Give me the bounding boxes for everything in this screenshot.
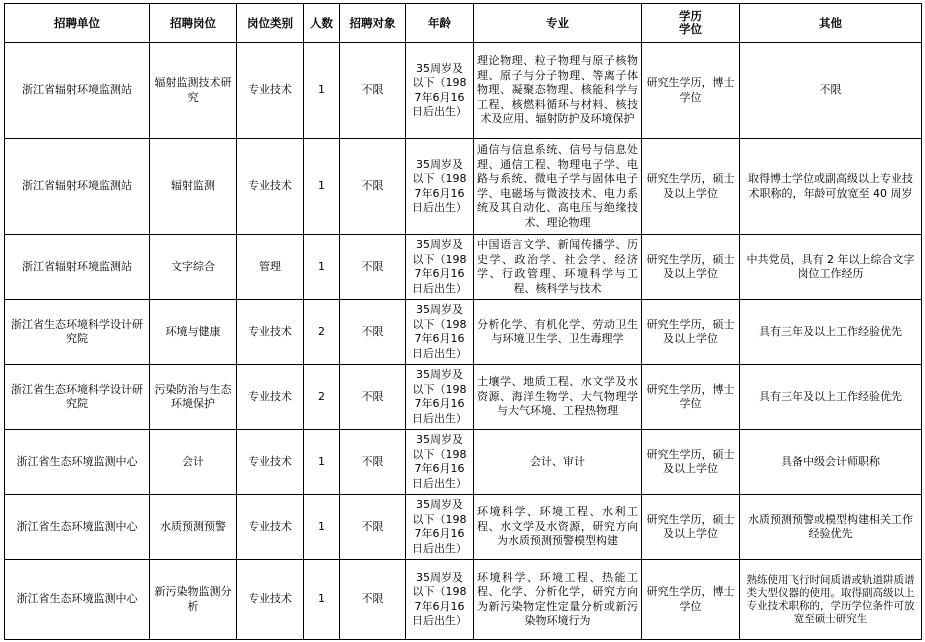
table-row	[5, 235, 922, 300]
cell-age: 35周岁及以下（1987年6月16日后出生）	[406, 365, 474, 430]
header-unit: 招聘单位	[5, 4, 150, 43]
cell-other: 具有三年及以上工作经验优先	[740, 300, 922, 365]
table-row	[5, 43, 922, 139]
cell-other: 中共党员，具有 2 年以上综合文字岗位工作经历	[740, 235, 922, 300]
cell-unit: 浙江省生态环境监测中心	[5, 495, 150, 560]
cell-target: 不限	[340, 560, 406, 640]
cell-position: 环境与健康	[150, 300, 237, 365]
cell-age: 35周岁及以下（1987年6月16日后出生）	[406, 430, 474, 495]
recruitment-table	[4, 3, 922, 640]
cell-unit: 浙江省生态环境监测中心	[5, 560, 150, 640]
cell-unit: 浙江省生态环境科学设计研究院	[5, 300, 150, 365]
cell-unit: 浙江省辐射环境监测站	[5, 139, 150, 235]
cell-target: 不限	[340, 430, 406, 495]
cell-category: 管理	[237, 235, 304, 300]
cell-category: 专业技术	[237, 495, 304, 560]
cell-major: 理论物理、粒子物理与原子核物理、原子与分子物理、等离子体物理、凝聚态物理、核能科学与工程、核燃料循环与材料、核技术及应用、辐射防护及环境保护	[474, 43, 642, 139]
header-degree: 学历 学位	[642, 4, 740, 43]
cell-count: 1	[304, 430, 340, 495]
cell-major: 分析化学、有机化学、劳动卫生与环境卫生学、卫生毒理学	[474, 300, 642, 365]
cell-age: 35周岁及以下（1987年6月16日后出生）	[406, 495, 474, 560]
cell-other: 取得博士学位或副高级以上专业技术职称的，年龄可放宽至 40 周岁	[740, 139, 922, 235]
cell-major: 土壤学、地质工程、水文学及水资源、海洋生物学、大气物理学与大气环境、工程热物理	[474, 365, 642, 430]
cell-unit: 浙江省生态环境科学设计研究院	[5, 365, 150, 430]
cell-major: 中国语言文学、新闻传播学、历史学、政治学、社会学、经济学、行政管理、环境科学与工程、核科学与技术	[474, 235, 642, 300]
table-row	[5, 560, 922, 640]
cell-position: 新污染物监测分析	[150, 560, 237, 640]
cell-major: 环境科学、环境工程、水利工程、水文学及水资源，研究方向为水质预测预警模型构建	[474, 495, 642, 560]
header-other: 其他	[740, 4, 922, 43]
cell-degree: 研究生学历，博士学位	[642, 560, 740, 640]
cell-target: 不限	[340, 300, 406, 365]
table-row	[5, 430, 922, 495]
cell-target: 不限	[340, 365, 406, 430]
cell-target: 不限	[340, 139, 406, 235]
cell-age: 35周岁及以下（1987年6月16日后出生）	[406, 560, 474, 640]
cell-target: 不限	[340, 235, 406, 300]
cell-count: 1	[304, 495, 340, 560]
cell-count: 1	[304, 139, 340, 235]
cell-age: 35周岁及以下（1987年6月16日后出生）	[406, 235, 474, 300]
cell-degree: 研究生学历，硕士及以上学位	[642, 300, 740, 365]
header-position: 招聘岗位	[150, 4, 237, 43]
cell-count: 1	[304, 235, 340, 300]
cell-other: 水质预测预警或模型构建相关工作经验优先	[740, 495, 922, 560]
cell-degree: 研究生学历，硕士及以上学位	[642, 430, 740, 495]
cell-degree: 研究生学历，博士学位	[642, 365, 740, 430]
cell-degree: 研究生学历，硕士及以上学位	[642, 139, 740, 235]
cell-count: 2	[304, 365, 340, 430]
cell-target: 不限	[340, 495, 406, 560]
cell-target: 不限	[340, 43, 406, 139]
cell-major: 会计、审计	[474, 430, 642, 495]
cell-count: 1	[304, 560, 340, 640]
cell-category: 专业技术	[237, 43, 304, 139]
cell-age: 35周岁及以下（1987年6月16日后出生）	[406, 43, 474, 139]
header-count: 人数	[304, 4, 340, 43]
cell-position: 污染防治与生态环境保护	[150, 365, 237, 430]
cell-age: 35周岁及以下（1987年6月16日后出生）	[406, 139, 474, 235]
table-row	[5, 139, 922, 235]
cell-category: 专业技术	[237, 430, 304, 495]
cell-category: 专业技术	[237, 300, 304, 365]
header-category: 岗位类别	[237, 4, 304, 43]
cell-position: 辐射监测技术研究	[150, 43, 237, 139]
cell-unit: 浙江省辐射环境监测站	[5, 235, 150, 300]
table-row	[5, 495, 922, 560]
cell-unit: 浙江省辐射环境监测站	[5, 43, 150, 139]
cell-major: 环境科学、环境工程、热能工程、化学、分析化学，研究方向为新污染物定性定量分析或新污染物环境行为	[474, 560, 642, 640]
cell-degree: 研究生学历，硕士及以上学位	[642, 235, 740, 300]
header-age: 年龄	[406, 4, 474, 43]
cell-category: 专业技术	[237, 365, 304, 430]
cell-degree: 研究生学历，博士学位	[642, 43, 740, 139]
cell-major: 通信与信息系统、信号与信息处理、通信工程、物理电子学、电路与系统、微电子学与固体电子学、电磁场与微波技术、电力系统及其自动化、高电压与绝缘技术、理论物理	[474, 139, 642, 235]
table-row	[5, 300, 922, 365]
cell-position: 文字综合	[150, 235, 237, 300]
cell-position: 会计	[150, 430, 237, 495]
table-row	[5, 365, 922, 430]
cell-count: 2	[304, 300, 340, 365]
cell-category: 专业技术	[237, 139, 304, 235]
cell-other: 熟练使用飞行时间质谱或轨道阱质谱类大型仪器的使用。取得副高级以上专业技术职称的，学历学位条件可放宽至硕士研究生	[740, 560, 922, 640]
header-major: 专业	[474, 4, 642, 43]
cell-position: 辐射监测	[150, 139, 237, 235]
cell-other: 不限	[740, 43, 922, 139]
cell-other: 具备中级会计师职称	[740, 430, 922, 495]
cell-other: 具有三年及以上工作经验优先	[740, 365, 922, 430]
cell-count: 1	[304, 43, 340, 139]
cell-category: 专业技术	[237, 560, 304, 640]
header-row	[5, 4, 922, 43]
cell-degree: 研究生学历，硕士及以上学位	[642, 495, 740, 560]
header-target: 招聘对象	[340, 4, 406, 43]
cell-age: 35周岁及以下（1987年6月16日后出生）	[406, 300, 474, 365]
cell-unit: 浙江省生态环境监测中心	[5, 430, 150, 495]
cell-position: 水质预测预警	[150, 495, 237, 560]
